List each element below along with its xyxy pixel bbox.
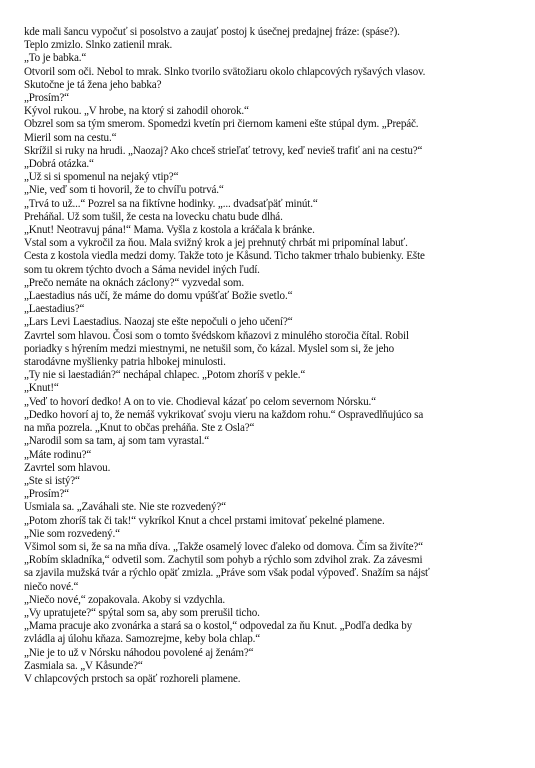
text-line: „Laestadius nás učí, že máme do domu vpúšťať Božie svetlo.“: [24, 290, 293, 303]
text-line: Skrížil si ruky na hrudi. „Naozaj? Ako chceš strieľať tetrovy, keď nevieš trafiť ani na cestu?“: [24, 144, 423, 157]
text-line: Otvoril som oči. Nebol to mrak. Slnko tvorilo svätožiaru okolo chlapcových ryšavých vlasov.: [24, 65, 426, 78]
text-line: Teplo zmizlo. Slnko zatienil mrak.: [24, 39, 173, 52]
text-line: niečo nové.“: [24, 580, 79, 593]
text-line: „Dobrá otázka.“: [24, 158, 94, 171]
text-line: Cesta z kostola viedla medzi domy. Takže toto je Kåsund. Ticho takmer trhalo bubienky. Ešte: [24, 250, 425, 263]
text-line: Usmiala sa. „Zaváhali ste. Nie ste rozvedený?“: [24, 501, 226, 514]
body-text: [24, 26, 524, 686]
text-line: na mňa pozrela. „Knut to občas preháňa. Ste z Osla?“: [24, 422, 255, 435]
text-line: „Nie, veď som ti hovoril, že to chvíľu potrvá.“: [24, 184, 224, 197]
text-line: Vstal som a vykročil za ňou. Mala svižný krok a jej prehnutý chrbát mi pripomínal labuť.: [24, 237, 408, 250]
text-line: sa zjavila mužská tvár a rýchlo opäť zmizla. „Práve som však podal výpoveď. Snažím sa nájsť: [24, 567, 430, 580]
text-line: „Prosím?“: [24, 92, 69, 105]
text-line: „Nie som rozvedený.“: [24, 527, 120, 540]
text-line: „Trvá to už...“ Pozrel sa na fiktívne hodinky. „... dvadsaťpäť minút.“: [24, 197, 318, 210]
text-line: „Mama pracuje ako zvonárka a stará sa o kostol,“ odpovedal za ňu Knut. „Podľa dedka by: [24, 620, 413, 633]
text-line: „Ty nie si laestadián?“ nechápal chlapec. „Potom zhoríš v pekle.“: [24, 369, 306, 382]
text-line: „Lars Levi Laestadius. Naozaj ste ešte nepočuli o jeho učení?“: [24, 316, 293, 329]
text-line: „Knut! Neotravuj pána!“ Mama. Vyšla z kostola a kráčala k bránke.: [24, 224, 315, 237]
text-line: „Nie je to už v Nórsku náhodou povolené aj ženám?“: [24, 646, 254, 659]
text-line: „Prosím?“: [24, 488, 69, 501]
text-line: „Vy upratujete?“ spýtal som sa, aby som prerušil ticho.: [24, 606, 260, 619]
text-line: „To je babka.“: [24, 52, 87, 65]
text-line: „Narodil som sa tam, aj som tam vyrastal.“: [24, 435, 210, 448]
text-line: „Niečo nové,“ zopakovala. Akoby si vzdychla.: [24, 593, 226, 606]
text-line: Zavrtel som hlavou. Čosi som o tomto švédskom kňazovi z minulého storočia čítal. Robil: [24, 329, 409, 342]
text-line: „Prečo nemáte na oknách záclony?“ vyzvedal som.: [24, 276, 244, 289]
text-line: „Dedko hovorí aj to, že nemáš vykrikovať svoju vieru na každom rohu.“ Ospravedlňujúco sa: [24, 408, 424, 421]
text-line: Kývol rukou. „V hrobe, na ktorý si zahodil ohorok.“: [24, 105, 249, 118]
text-line: V chlapcových prstoch sa opäť rozhoreli plamene.: [24, 672, 241, 685]
text-line: „Už si si spomenul na nejaký vtip?“: [24, 171, 179, 184]
text-line: „Knut!“: [24, 382, 59, 395]
text-line: „Potom zhoríš tak či tak!“ vykríkol Knut a chcel prstami imitovať pekelné plamene.: [24, 514, 385, 527]
text-line: Zavrtel som hlavou.: [24, 461, 111, 474]
text-line: zvládla aj úlohu kňaza. Samozrejme, keby bola chlap.“: [24, 633, 261, 646]
text-line: kde mali šancu vypočuť si posolstvo a zaujať postoj k úsečnej predajnej fráze: (spáse?).: [24, 26, 400, 38]
text-line: starodávne myšlienky patria hlbokej minulosti.: [24, 356, 226, 369]
text-line: Preháňal. Už som tušil, že cesta na lovecku chatu bude dlhá.: [24, 210, 283, 223]
text-line: Zasmiala sa. „V Kåsunde?“: [24, 659, 143, 672]
text-line: poriadky s hýrením medzi miestnymi, ne netušil som, čo kázal. Myslel som si, že jeho: [24, 342, 395, 355]
text-line: „Laestadius?“: [24, 303, 85, 316]
text-line: Skutočne je tá žena jeho babka?: [24, 78, 162, 91]
text-line: som tu okrem týchto dvoch a Sáma nevidel iných ľudí.: [24, 263, 260, 276]
text-line: „Máte rodinu?“: [24, 448, 92, 461]
text-line: Obzrel som sa tým smerom. Spomedzi kvetín pri čiernom kameni ešte stúpal dym. „Prepáč.: [24, 118, 419, 131]
text-line: Všimol som si, že sa na mňa díva. „Takže osamelý lovec ďaleko od domova. Čím sa živíte?“: [24, 540, 423, 553]
text-line: „Ste si istý?“: [24, 474, 80, 487]
text-line: Mieril som na cestu.“: [24, 131, 117, 144]
text-line: „Veď to hovorí dedko! A on to vie. Chodieval kázať po celom severnom Nórsku.“: [24, 395, 376, 408]
text-line: „Robím skladníka,“ odvetil som. Zachytil som pohyb a rýchlo som zdvihol zrak. Za závesmi: [24, 554, 423, 567]
